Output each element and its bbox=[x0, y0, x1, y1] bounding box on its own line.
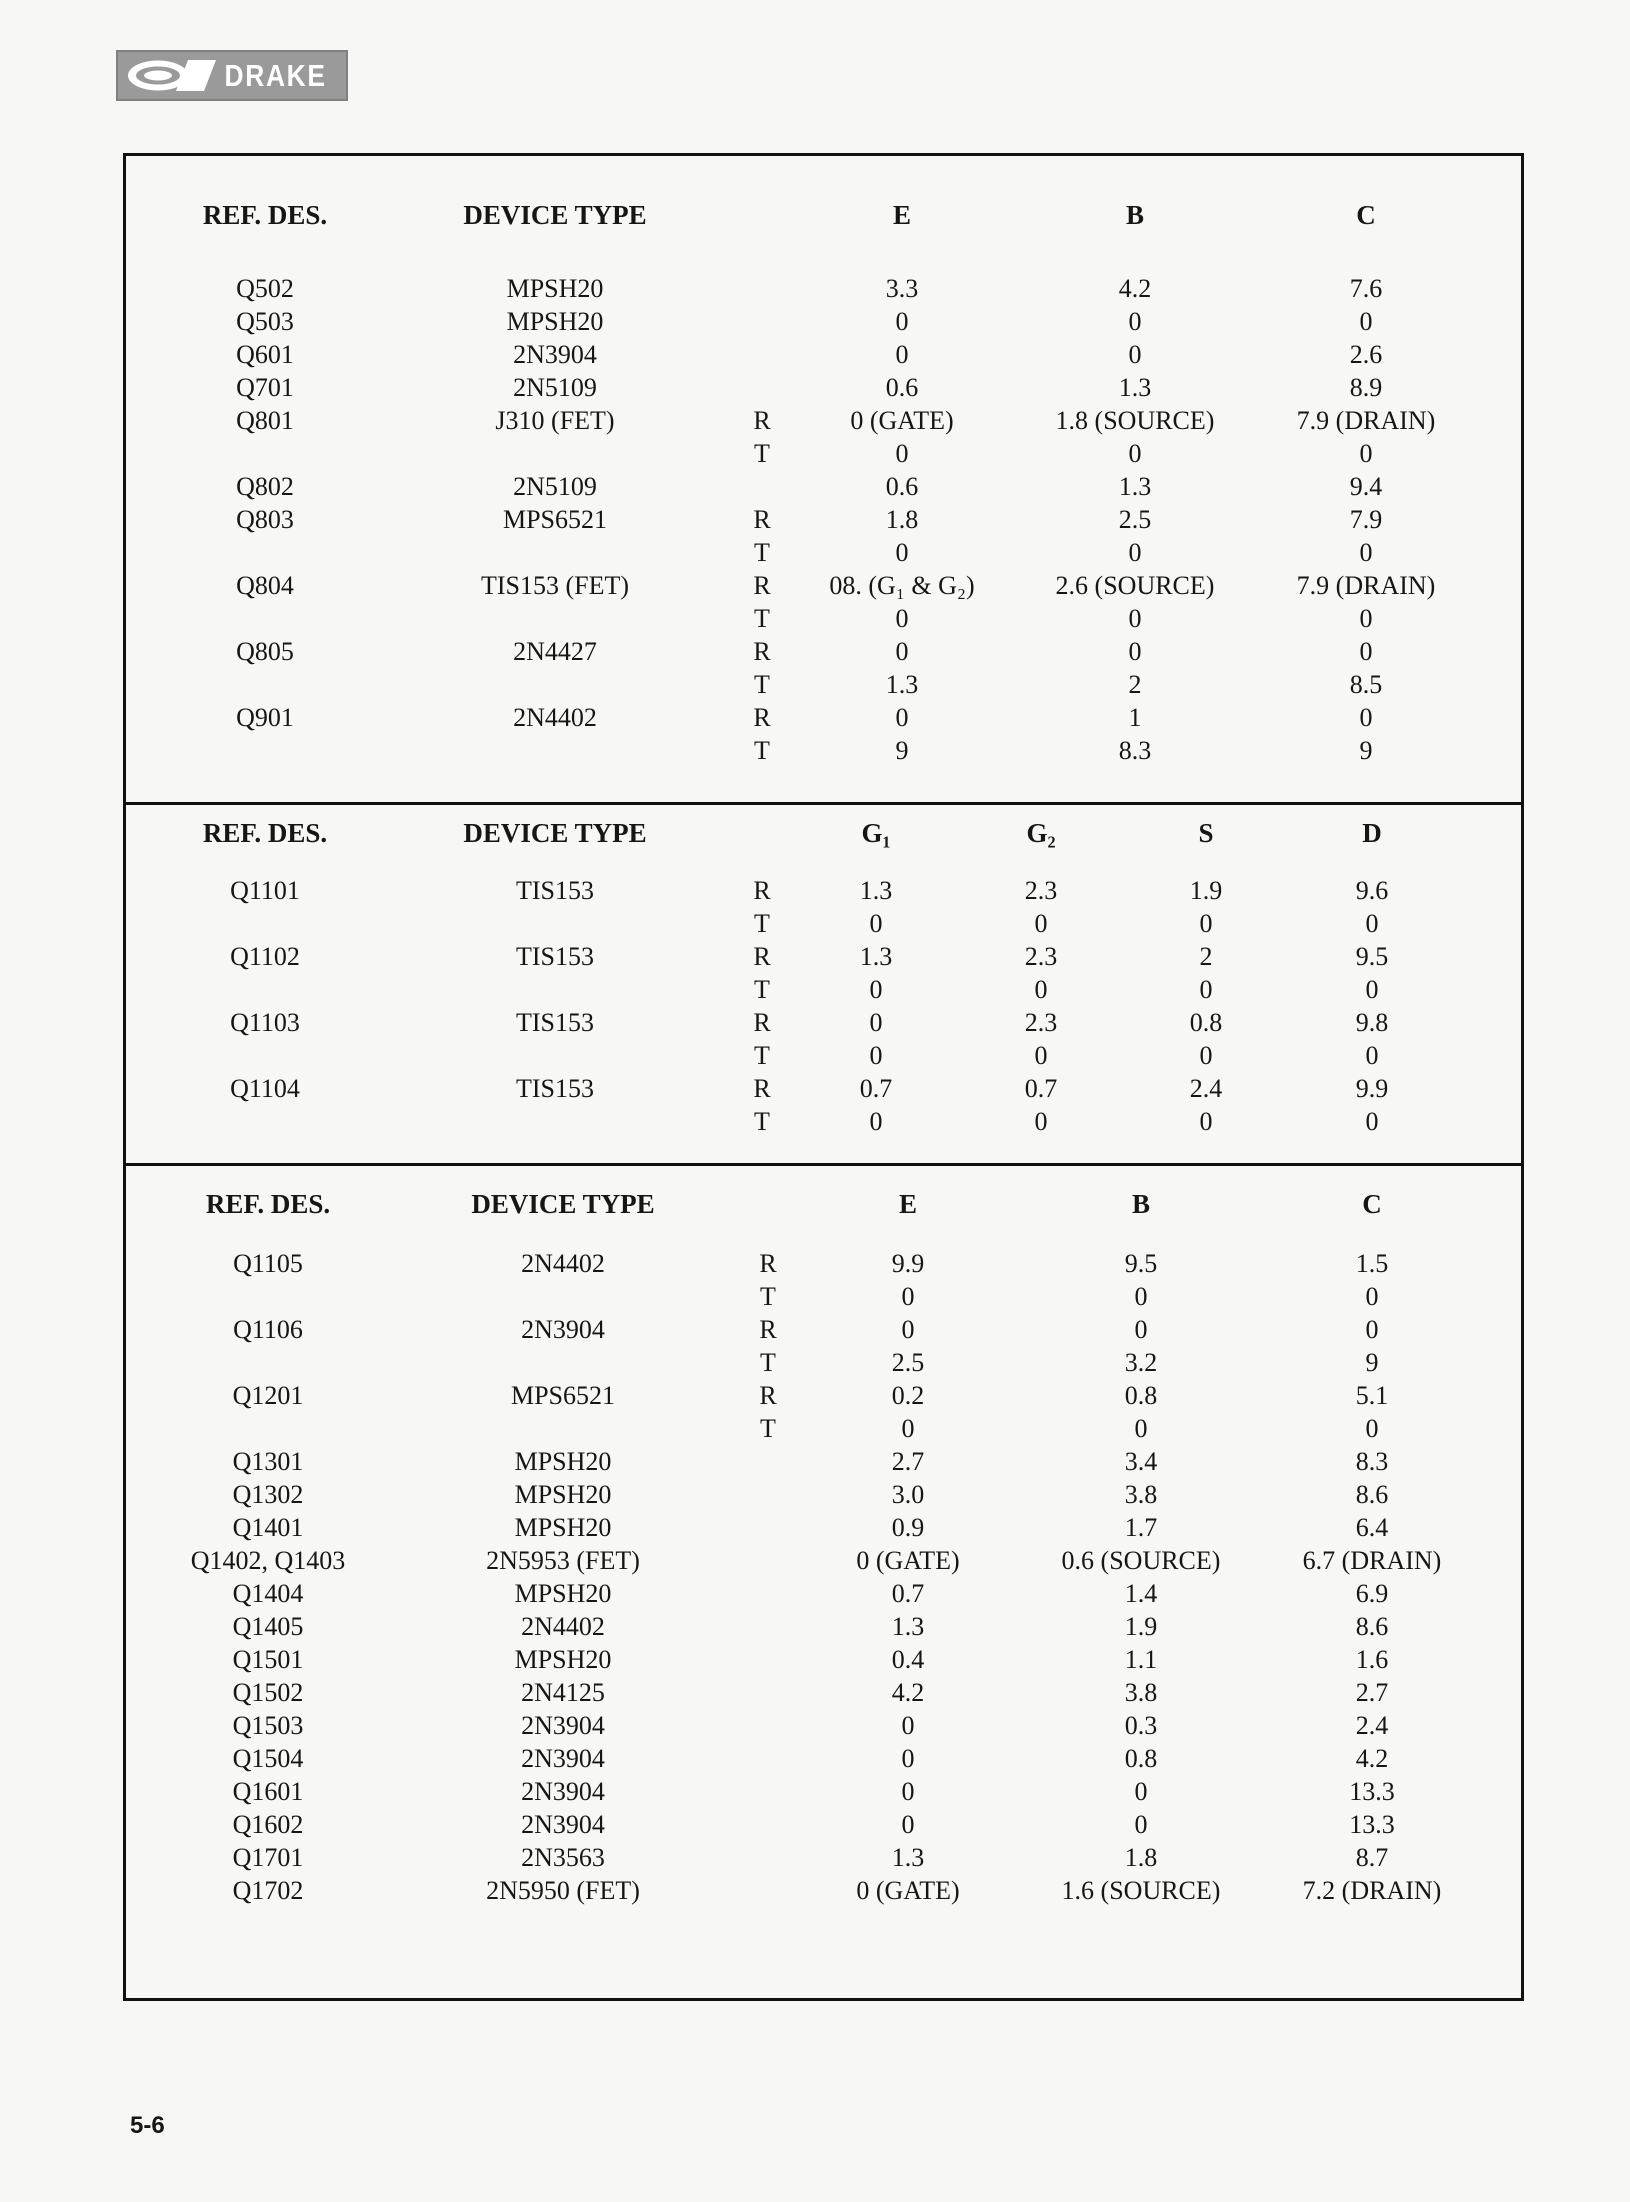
c-voltage-cell: 0 bbox=[1365, 1315, 1379, 1344]
b-voltage-cell: 0.8 bbox=[1124, 1381, 1158, 1410]
ref-des-cell: Q1101 bbox=[230, 876, 300, 905]
device-type-cell: MPSH20 bbox=[514, 1447, 612, 1476]
d-voltage-cell: 0 bbox=[1365, 1107, 1379, 1136]
b-voltage-cell: 1.6 (SOURCE) bbox=[1061, 1876, 1221, 1905]
ref-des-cell: Q1402, Q1403 bbox=[190, 1546, 346, 1575]
e-voltage-cell: 2.7 bbox=[891, 1447, 925, 1476]
e-voltage-cell: 0 bbox=[901, 1414, 915, 1443]
b-voltage-cell: 3.8 bbox=[1124, 1678, 1158, 1707]
b-voltage-cell: 9.5 bbox=[1124, 1249, 1158, 1278]
b-voltage-cell: 0 bbox=[1128, 439, 1142, 468]
s-header: S bbox=[1198, 818, 1214, 848]
device-type-cell: MPSH20 bbox=[514, 1645, 612, 1674]
device-type-header: DEVICE TYPE bbox=[463, 818, 647, 848]
device-type-cell: TIS153 bbox=[516, 1008, 594, 1037]
b-voltage-cell: 0 bbox=[1134, 1777, 1148, 1806]
ref-des-cell: Q1601 bbox=[232, 1777, 304, 1806]
ref-des-cell: Q1702 bbox=[232, 1876, 304, 1905]
e-voltage-cell: 0 bbox=[901, 1711, 915, 1740]
d-voltage-cell: 0 bbox=[1365, 975, 1379, 1004]
b-voltage-cell: 1.3 bbox=[1118, 472, 1152, 501]
rt-cell: T bbox=[760, 1348, 776, 1377]
d-voltage-cell: 0 bbox=[1365, 1041, 1379, 1070]
g2-header: G₂ bbox=[1026, 818, 1056, 848]
e-voltage-cell: 1.8 bbox=[885, 505, 919, 534]
b-voltage-cell: 2.6 (SOURCE) bbox=[1055, 571, 1215, 600]
ref-des-cell: Q701 bbox=[236, 373, 294, 402]
b-voltage-cell: 0 bbox=[1128, 637, 1142, 666]
b-header: B bbox=[1131, 1189, 1151, 1219]
rt-cell: T bbox=[754, 439, 770, 468]
ref-des-cell: Q804 bbox=[236, 571, 294, 600]
b-voltage-cell: 0 bbox=[1128, 340, 1142, 369]
c-voltage-cell: 2.7 bbox=[1355, 1678, 1389, 1707]
b-voltage-cell: 0.3 bbox=[1124, 1711, 1158, 1740]
b-voltage-cell: 8.3 bbox=[1118, 736, 1152, 765]
device-type-cell: 2N5109 bbox=[513, 472, 597, 501]
g1-voltage-cell: 0 bbox=[869, 909, 883, 938]
ref-des-cell: Q803 bbox=[236, 505, 294, 534]
rt-cell: T bbox=[754, 909, 770, 938]
b-voltage-cell: 1.3 bbox=[1118, 373, 1152, 402]
g1-voltage-cell: 0.7 bbox=[859, 1074, 893, 1103]
e-voltage-cell: 0 bbox=[895, 703, 909, 732]
g1-voltage-cell: 0 bbox=[869, 1107, 883, 1136]
device-type-cell: MPSH20 bbox=[514, 1480, 612, 1509]
c-voltage-cell: 0 bbox=[1359, 439, 1373, 468]
device-type-cell: 2N4427 bbox=[513, 637, 597, 666]
rt-cell: T bbox=[760, 1414, 776, 1443]
c-voltage-cell: 6.9 bbox=[1355, 1579, 1389, 1608]
rt-cell: R bbox=[759, 1249, 777, 1278]
rt-cell: R bbox=[753, 876, 771, 905]
c-voltage-cell: 6.7 (DRAIN) bbox=[1302, 1546, 1442, 1575]
e-voltage-cell: 9 bbox=[895, 736, 909, 765]
g1-voltage-cell: 1.3 bbox=[859, 942, 893, 971]
c-voltage-cell: 6.4 bbox=[1355, 1513, 1389, 1542]
rt-cell: R bbox=[753, 406, 771, 435]
g2-voltage-cell: 0.7 bbox=[1024, 1074, 1058, 1103]
d-voltage-cell: 9.8 bbox=[1355, 1008, 1389, 1037]
device-type-cell: MPSH20 bbox=[514, 1513, 612, 1542]
s-voltage-cell: 2.4 bbox=[1189, 1074, 1223, 1103]
b-voltage-cell: 0 bbox=[1128, 538, 1142, 567]
g2-voltage-cell: 2.3 bbox=[1024, 876, 1058, 905]
e-voltage-cell: 0 bbox=[895, 340, 909, 369]
ref-des-header: REF. DES. bbox=[202, 200, 328, 230]
b-voltage-cell: 1.8 (SOURCE) bbox=[1055, 406, 1215, 435]
e-voltage-cell: 2.5 bbox=[891, 1348, 925, 1377]
e-voltage-cell: 0 bbox=[901, 1810, 915, 1839]
device-type-cell: TIS153 bbox=[516, 1074, 594, 1103]
ref-des-cell: Q1105 bbox=[233, 1249, 303, 1278]
ref-des-cell: Q1504 bbox=[232, 1744, 304, 1773]
b-voltage-cell: 0 bbox=[1134, 1810, 1148, 1839]
page-number: 5-6 bbox=[130, 2112, 165, 2139]
g1-voltage-cell: 0 bbox=[869, 1041, 883, 1070]
s-voltage-cell: 0 bbox=[1199, 909, 1213, 938]
c-voltage-cell: 2.6 bbox=[1349, 340, 1383, 369]
ref-des-cell: Q801 bbox=[236, 406, 294, 435]
rt-cell: R bbox=[759, 1315, 777, 1344]
c-voltage-cell: 0 bbox=[1359, 307, 1373, 336]
e-voltage-cell: 1.3 bbox=[891, 1612, 925, 1641]
b-voltage-cell: 0 bbox=[1134, 1315, 1148, 1344]
ref-des-cell: Q1503 bbox=[232, 1711, 304, 1740]
c-voltage-cell: 8.6 bbox=[1355, 1480, 1389, 1509]
rt-cell: R bbox=[753, 1008, 771, 1037]
device-type-cell: 2N5950 (FET) bbox=[486, 1876, 640, 1905]
c-voltage-cell: 1.5 bbox=[1355, 1249, 1389, 1278]
device-type-cell: 2N3563 bbox=[521, 1843, 605, 1872]
ref-des-cell: Q601 bbox=[236, 340, 294, 369]
e-voltage-cell: 3.3 bbox=[885, 274, 919, 303]
ref-des-cell: Q1201 bbox=[232, 1381, 304, 1410]
ref-des-cell: Q1602 bbox=[232, 1810, 304, 1839]
ref-des-cell: Q1301 bbox=[232, 1447, 304, 1476]
b-voltage-cell: 0.6 (SOURCE) bbox=[1061, 1546, 1221, 1575]
device-type-cell: J310 (FET) bbox=[495, 406, 615, 435]
section-divider bbox=[123, 1163, 1524, 1166]
b-voltage-cell: 1.7 bbox=[1124, 1513, 1158, 1542]
b-voltage-cell: 1.1 bbox=[1124, 1645, 1158, 1674]
b-voltage-cell: 3.4 bbox=[1124, 1447, 1158, 1476]
rt-cell: T bbox=[754, 538, 770, 567]
ref-des-cell: Q802 bbox=[236, 472, 294, 501]
e-voltage-cell: 0.7 bbox=[891, 1579, 925, 1608]
c-voltage-cell: 5.1 bbox=[1355, 1381, 1389, 1410]
e-voltage-cell: 0 (GATE) bbox=[850, 406, 954, 435]
c-voltage-cell: 0 bbox=[1359, 604, 1373, 633]
c-voltage-cell: 13.3 bbox=[1349, 1810, 1395, 1839]
ref-des-cell: Q1405 bbox=[232, 1612, 304, 1641]
g2-voltage-cell: 2.3 bbox=[1024, 942, 1058, 971]
ref-des-cell: Q1103 bbox=[230, 1008, 300, 1037]
e-voltage-cell: 0 (GATE) bbox=[856, 1546, 960, 1575]
e-voltage-cell: 0.6 bbox=[885, 373, 919, 402]
e-voltage-cell: 0 bbox=[901, 1315, 915, 1344]
device-type-cell: 2N4125 bbox=[521, 1678, 605, 1707]
e-voltage-cell: 4.2 bbox=[891, 1678, 925, 1707]
e-header: E bbox=[892, 200, 912, 230]
c-voltage-cell: 8.3 bbox=[1355, 1447, 1389, 1476]
c-voltage-cell: 7.9 (DRAIN) bbox=[1296, 571, 1436, 600]
c-voltage-cell: 0 bbox=[1359, 637, 1373, 666]
ref-des-cell: Q1401 bbox=[232, 1513, 304, 1542]
ref-des-header: REF. DES. bbox=[202, 818, 328, 848]
c-voltage-cell: 1.6 bbox=[1355, 1645, 1389, 1674]
device-type-header: DEVICE TYPE bbox=[471, 1189, 655, 1219]
e-voltage-cell: 0 bbox=[901, 1777, 915, 1806]
e-voltage-cell: 0.6 bbox=[885, 472, 919, 501]
c-voltage-cell: 7.2 (DRAIN) bbox=[1302, 1876, 1442, 1905]
b-voltage-cell: 0 bbox=[1128, 307, 1142, 336]
e-voltage-cell: 0 bbox=[901, 1282, 915, 1311]
c-voltage-cell: 0 bbox=[1359, 538, 1373, 567]
e-voltage-cell: 0.4 bbox=[891, 1645, 925, 1674]
g1-header: G₁ bbox=[861, 818, 891, 848]
c-voltage-cell: 8.5 bbox=[1349, 670, 1383, 699]
d-voltage-cell: 9.6 bbox=[1355, 876, 1389, 905]
device-type-cell: 2N4402 bbox=[521, 1249, 605, 1278]
drake-logo bbox=[116, 50, 348, 101]
c-voltage-cell: 4.2 bbox=[1355, 1744, 1389, 1773]
rt-cell: R bbox=[753, 505, 771, 534]
b-voltage-cell: 1 bbox=[1128, 703, 1142, 732]
b-voltage-cell: 2.5 bbox=[1118, 505, 1152, 534]
device-type-cell: 2N4402 bbox=[521, 1612, 605, 1641]
b-voltage-cell: 3.2 bbox=[1124, 1348, 1158, 1377]
device-type-cell: MPS6521 bbox=[502, 505, 608, 534]
ref-des-cell: Q1102 bbox=[230, 942, 300, 971]
ref-des-cell: Q805 bbox=[236, 637, 294, 666]
ref-des-cell: Q1501 bbox=[232, 1645, 304, 1674]
g1-voltage-cell: 0 bbox=[869, 975, 883, 1004]
b-voltage-cell: 2 bbox=[1128, 670, 1142, 699]
c-voltage-cell: 8.6 bbox=[1355, 1612, 1389, 1641]
g2-voltage-cell: 0 bbox=[1034, 909, 1048, 938]
s-voltage-cell: 0 bbox=[1199, 1041, 1213, 1070]
d-voltage-cell: 0 bbox=[1365, 909, 1379, 938]
b-voltage-cell: 0 bbox=[1134, 1414, 1148, 1443]
device-type-header: DEVICE TYPE bbox=[463, 200, 647, 230]
e-voltage-cell: 0 bbox=[895, 604, 909, 633]
device-type-cell: 2N3904 bbox=[513, 340, 597, 369]
e-voltage-cell: 0 bbox=[895, 307, 909, 336]
device-type-cell: 2N3904 bbox=[521, 1777, 605, 1806]
b-voltage-cell: 3.8 bbox=[1124, 1480, 1158, 1509]
c-voltage-cell: 8.9 bbox=[1349, 373, 1383, 402]
device-type-cell: 2N5109 bbox=[513, 373, 597, 402]
s-voltage-cell: 1.9 bbox=[1189, 876, 1223, 905]
e-voltage-cell: 0 (GATE) bbox=[856, 1876, 960, 1905]
device-type-cell: 2N4402 bbox=[513, 703, 597, 732]
b-voltage-cell: 0 bbox=[1128, 604, 1142, 633]
c-header: C bbox=[1356, 200, 1376, 230]
rt-cell: R bbox=[753, 571, 771, 600]
device-type-cell: TIS153 bbox=[516, 942, 594, 971]
c-voltage-cell: 0 bbox=[1365, 1414, 1379, 1443]
e-voltage-cell: 08. (G₁ & G₂) bbox=[829, 571, 975, 600]
ref-des-cell: Q1104 bbox=[230, 1074, 300, 1103]
s-voltage-cell: 0.8 bbox=[1189, 1008, 1223, 1037]
c-voltage-cell: 0 bbox=[1365, 1282, 1379, 1311]
rt-cell: T bbox=[754, 1041, 770, 1070]
ref-des-cell: Q1701 bbox=[232, 1843, 304, 1872]
drake-emblem-icon bbox=[118, 52, 216, 99]
e-voltage-cell: 1.3 bbox=[891, 1843, 925, 1872]
ref-des-header: REF. DES. bbox=[205, 1189, 331, 1219]
e-header: E bbox=[898, 1189, 918, 1219]
ref-des-cell: Q1502 bbox=[232, 1678, 304, 1707]
b-header: B bbox=[1125, 200, 1145, 230]
e-voltage-cell: 9.9 bbox=[891, 1249, 925, 1278]
s-voltage-cell: 0 bbox=[1199, 975, 1213, 1004]
device-type-cell: TIS153 bbox=[516, 876, 594, 905]
c-header: C bbox=[1362, 1189, 1382, 1219]
d-header: D bbox=[1362, 818, 1382, 848]
b-voltage-cell: 1.4 bbox=[1124, 1579, 1158, 1608]
d-voltage-cell: 9.5 bbox=[1355, 942, 1389, 971]
rt-cell: R bbox=[753, 1074, 771, 1103]
device-type-cell: 2N3904 bbox=[521, 1744, 605, 1773]
rt-cell: T bbox=[754, 604, 770, 633]
device-type-cell: MPSH20 bbox=[514, 1579, 612, 1608]
ref-des-cell: Q1302 bbox=[232, 1480, 304, 1509]
rt-cell: T bbox=[754, 736, 770, 765]
ref-des-cell: Q502 bbox=[236, 274, 294, 303]
device-type-cell: 2N3904 bbox=[521, 1810, 605, 1839]
e-voltage-cell: 3.0 bbox=[891, 1480, 925, 1509]
g2-voltage-cell: 0 bbox=[1034, 1107, 1048, 1136]
rt-cell: R bbox=[753, 637, 771, 666]
device-type-cell: MPS6521 bbox=[510, 1381, 616, 1410]
e-voltage-cell: 0 bbox=[895, 538, 909, 567]
ref-des-cell: Q1404 bbox=[232, 1579, 304, 1608]
b-voltage-cell: 1.8 bbox=[1124, 1843, 1158, 1872]
brand-name: DRAKE bbox=[224, 57, 327, 93]
c-voltage-cell: 7.9 bbox=[1349, 505, 1383, 534]
c-voltage-cell: 9 bbox=[1365, 1348, 1379, 1377]
ref-des-cell: Q1106 bbox=[233, 1315, 303, 1344]
c-voltage-cell: 13.3 bbox=[1349, 1777, 1395, 1806]
ref-des-cell: Q901 bbox=[236, 703, 294, 732]
device-type-cell: 2N3904 bbox=[521, 1315, 605, 1344]
b-voltage-cell: 0 bbox=[1134, 1282, 1148, 1311]
c-voltage-cell: 9.4 bbox=[1349, 472, 1383, 501]
e-voltage-cell: 0 bbox=[895, 439, 909, 468]
section-divider bbox=[123, 802, 1524, 805]
rt-cell: R bbox=[753, 703, 771, 732]
s-voltage-cell: 0 bbox=[1199, 1107, 1213, 1136]
b-voltage-cell: 4.2 bbox=[1118, 274, 1152, 303]
device-type-cell: MPSH20 bbox=[506, 274, 604, 303]
c-voltage-cell: 0 bbox=[1359, 703, 1373, 732]
c-voltage-cell: 8.7 bbox=[1355, 1843, 1389, 1872]
g2-voltage-cell: 0 bbox=[1034, 1041, 1048, 1070]
rt-cell: T bbox=[754, 975, 770, 1004]
d-voltage-cell: 9.9 bbox=[1355, 1074, 1389, 1103]
e-voltage-cell: 0 bbox=[901, 1744, 915, 1773]
device-type-cell: MPSH20 bbox=[506, 307, 604, 336]
c-voltage-cell: 2.4 bbox=[1355, 1711, 1389, 1740]
b-voltage-cell: 0.8 bbox=[1124, 1744, 1158, 1773]
e-voltage-cell: 0.2 bbox=[891, 1381, 925, 1410]
device-type-cell: 2N3904 bbox=[521, 1711, 605, 1740]
e-voltage-cell: 1.3 bbox=[885, 670, 919, 699]
b-voltage-cell: 1.9 bbox=[1124, 1612, 1158, 1641]
rt-cell: R bbox=[759, 1381, 777, 1410]
rt-cell: T bbox=[754, 1107, 770, 1136]
s-voltage-cell: 2 bbox=[1199, 942, 1213, 971]
g1-voltage-cell: 0 bbox=[869, 1008, 883, 1037]
rt-cell: T bbox=[760, 1282, 776, 1311]
g2-voltage-cell: 0 bbox=[1034, 975, 1048, 1004]
rt-cell: R bbox=[753, 942, 771, 971]
c-voltage-cell: 7.6 bbox=[1349, 274, 1383, 303]
rt-cell: T bbox=[754, 670, 770, 699]
g1-voltage-cell: 1.3 bbox=[859, 876, 893, 905]
e-voltage-cell: 0.9 bbox=[891, 1513, 925, 1542]
ref-des-cell: Q503 bbox=[236, 307, 294, 336]
device-type-cell: TIS153 (FET) bbox=[480, 571, 630, 600]
device-type-cell: 2N5953 (FET) bbox=[486, 1546, 640, 1575]
e-voltage-cell: 0 bbox=[895, 637, 909, 666]
c-voltage-cell: 9 bbox=[1359, 736, 1373, 765]
c-voltage-cell: 7.9 (DRAIN) bbox=[1296, 406, 1436, 435]
g2-voltage-cell: 2.3 bbox=[1024, 1008, 1058, 1037]
